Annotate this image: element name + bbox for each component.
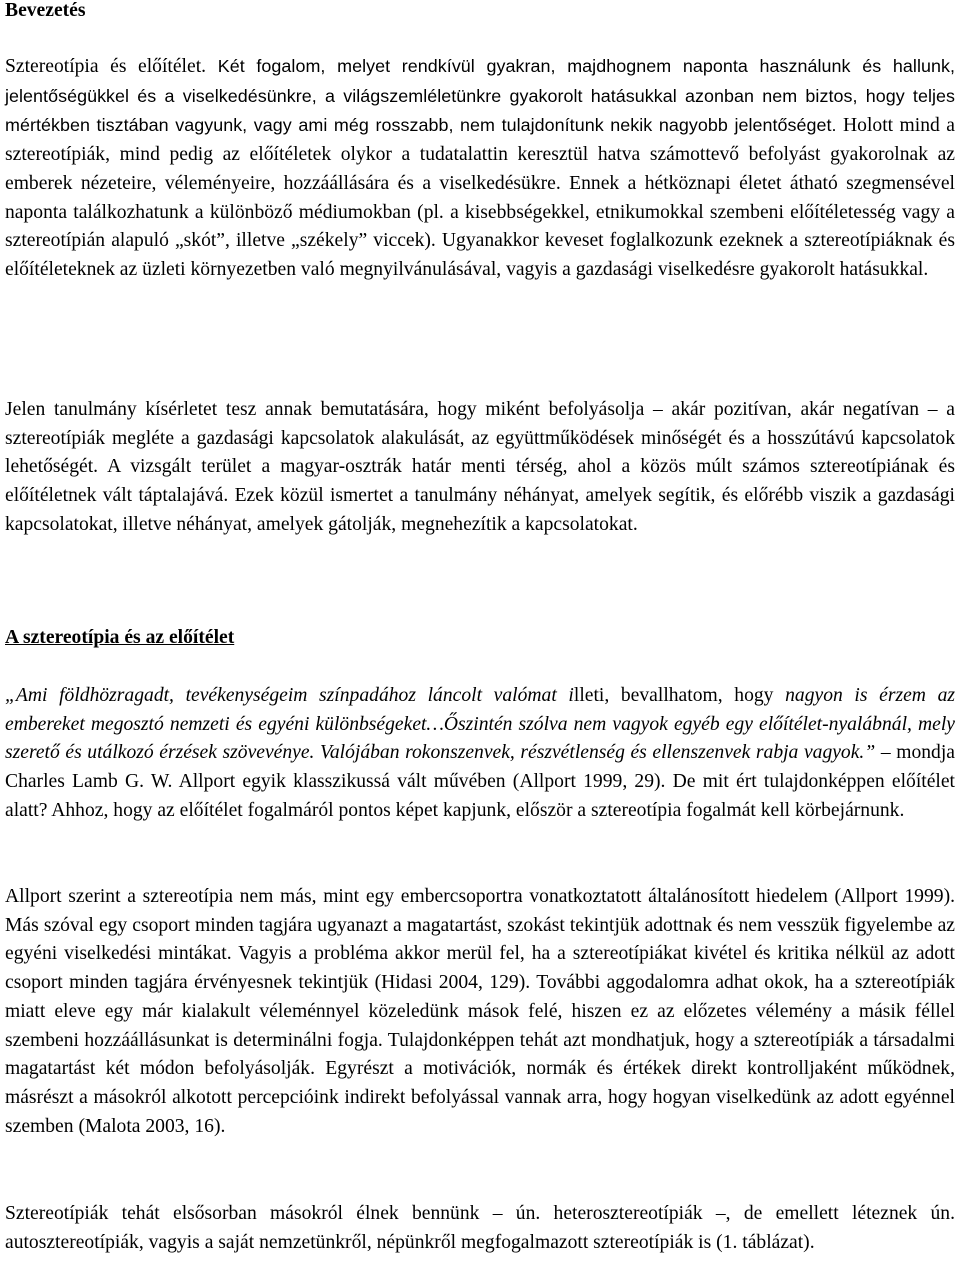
- intro-lead: Sztereotípia és előítélet.: [5, 56, 207, 77]
- intro-paragraph-1: [5, 52, 955, 285]
- section-p2-text: Allport szerint a sztereotípia nem más, mint egy embercsoportra vonatkoztatott általánosított hiedelem (Allport 1999). Más szóval egy csoport minden tagjára ugyanazt a magatartást, szokást tekintjük adottnak és nem vesszük figyelembe az egyéni viselkedési mintákat. Vagyis a probléma akkor merül fel, ha a sztereotípiákat kivétel és kritika nélkül az adott csoport minden tagjára érvényesnek tekintjük (Hidasi 2004, 129). További aggodalomra adhat okok, ha a sztereotípiák miatt eleve egy már kialakult véleménnyel közeledünk mások felé, hiszen ez az előzetes vélemény a másik féllel szembeni hozzáállásunkat is determinálni fogja. Tulajdonképpen tehát azt mondhatjuk, hogy a sztereotípiák a társadalmi magatartást két módon befolyásolják. Egyrészt a motivációk, normák és értékek direkt kontrolljaként működnek, másrészt a másokról alkotott percepcióink indirekt befolyással vannak arra, hogy hogyan viselkedünk az adott egyénnel szemben (Malota 2003, 16).: [5, 886, 955, 1137]
- quote-italic-1: „Ami földhözragadt, tevékenységeim színpadához láncolt valómat i: [5, 685, 574, 706]
- quote-normal-1: lleti, beva: [573, 685, 658, 706]
- intro-rest-text: Holott mind a sztereotípiák, mind pedig az előítéletek olykor a tudatalattin keresztül hatva számottevő befolyást gyakorolnak az emberek nézeteire, véleményeire, hozzáállására és a viselkedésükre. Ennek a hétköznapi életet átható szegmensével naponta találkozhatunk a különböző médiumokban (pl. a kisebbségekkel, etnikumokkal szembeni előítéletesség vagy a sztereotípián alapuló „skót”, illetve „székely” viccek). Ugyanakkor keveset foglalkozunk ezeknek a sztereotípiáknak és előítéleteknek az üzleti környezetben való megnyilvánulásával, vagyis a gazdasági viselkedésre gyakorolt hatásukkal.: [5, 115, 955, 280]
- section-heading: A sztereotípia és az előítélet: [5, 627, 235, 648]
- section-paragraph-3: [5, 1200, 955, 1257]
- intro-p2-text: Jelen tanulmány kísérletet tesz annak bemutatására, hogy miként befolyásolja – akár pozitívan, akár negatívan – a sztereotípiák megléte a gazdasági kapcsolatok alakulását, az együttműködések minőségét és a hosszútávú kapcsolatok lehetőségét. A vizsgált terület a magyar-osztrák határ menti térség, ahol a közös múlt számos sztereotípiának és előítéletnek vált táptalajává. Ezek közül ismertet a tanulmány néhányat, amelyek segítik, és előrébb viszik a gazdasági kapcsolatokat, illetve néhányat, amelyek gátolják, megnehezítik a kapcsolatokat.: [5, 399, 955, 535]
- section-paragraph-2: [5, 883, 955, 1141]
- section-p3-text: Sztereotípiák tehát elsősorban másokról élnek bennünk – ún. heterosztereotípiák –, de emellett léteznek ún. autosztereotípiák, vagyis a saját nemzetünkről, népünkről megfogalmazott sztereotípiák is (1. táblázat).: [5, 1203, 955, 1253]
- intro-sans-text: Két fogalom, melyet rendkívül gyakran, majdhognem naponta használunk és hallunk, jelentőségükkel és a viselkedésünkre, a világszemléletünkre gyakorolt hatásukkal azonban nem biztos, hogy teljes mértékben tisztában vagyunk, vagy ami még rosszabb, nem tulajdonítunk nekik nagyobb jelentőséget.: [5, 56, 955, 136]
- intro-heading: Bevezetés: [5, 0, 86, 21]
- quote-after: – mondja Charles Lamb G. W. Allport egyik klasszikussá vált művében (Allport 1999, 29). De mit ért tulajdonképpen előítélet alatt? Ahhoz, hogy az előítélet fogalmáról pontos képet kapjunk, először a sztereotípia fogalmát kell körbejárnunk.: [5, 742, 955, 821]
- quote-italic-2: nagyon is érzem az embereket megosztó nemzeti és egyéni különbségeket…Őszintén szólva nem vagyok egyéb egy előítélet-nyalábnál, mely szerető és utálkozó érzések szövevénye. Valójában rokonszenvek, részvétlenség és ellenszenvek rabja vagyok.”: [5, 685, 955, 764]
- section-paragraph-1: [5, 682, 955, 826]
- intro-paragraph-2: [5, 396, 955, 540]
- quote-normal-2: llhatom, hogy: [657, 685, 786, 706]
